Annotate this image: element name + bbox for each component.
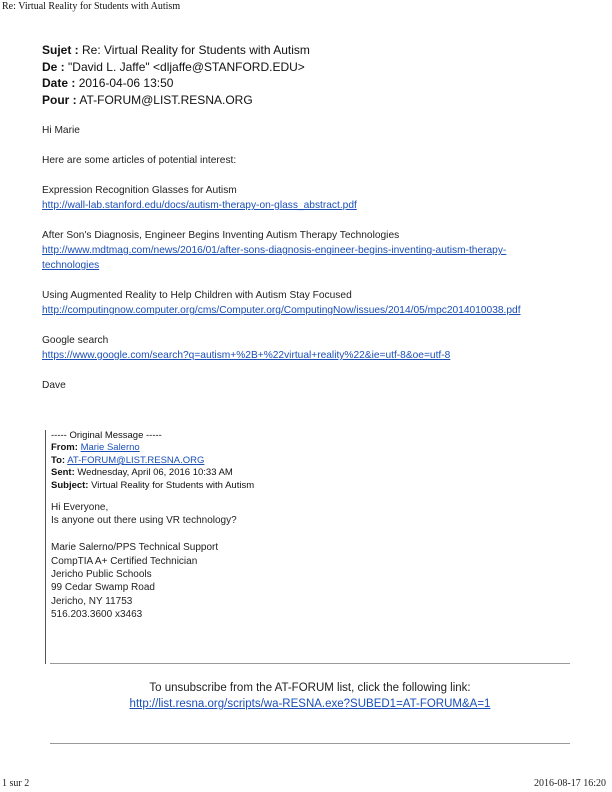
page-header: Re: Virtual Reality for Students with Autism [2,1,181,12]
subject-label: Sujet : [42,43,79,57]
print-timestamp: 2016-08-17 16:20 [534,778,606,789]
orig-sig-line: Marie Salerno/PPS Technical Support [51,542,219,554]
page-number: 1 sur 2 [2,778,30,789]
orig-sig-line: Jericho Public Schools [51,569,152,581]
article-link[interactable]: https://www.google.com/search?q=autism+%2B+%22virtual+reality%22&ie=utf-8&oe=utf-8 [42,350,451,361]
unsubscribe-block [50,680,570,712]
email-headers [42,42,310,108]
date-value: 2016-04-06 13:50 [78,76,174,90]
article-link[interactable]: http://wall-lab.stanford.edu/docs/autism-therapy-on-glass_abstract.pdf [42,200,357,211]
article-title: Using Augmented Reality to Help Children with Autism Stay Focused [42,290,352,301]
orig-sig-line: 99 Cedar Swamp Road [51,582,155,594]
to-label: Pour : [42,92,77,107]
article-link[interactable]: http://computingnow.computer.org/cms/Computer.org/ComputingNow/issues/2014/05/mpc2014010038.pdf [42,305,521,316]
article-link[interactable]: http://www.mdtmag.com/news/2016/01/after-sons-diagnosis-engineer-begins-inventing-autism-therapy- [42,245,507,256]
article-title: Expression Recognition Glasses for Autism [42,185,237,196]
original-banner: ----- Original Message ----- [51,430,162,441]
to-value: AT-FORUM@LIST.RESNA.ORG [79,92,253,107]
intro-text: Here are some articles of potential interest: [42,155,237,166]
from-label: De : [42,59,65,74]
orig-sig-line: 516.203.3600 x3463 [51,609,143,621]
article-link-continued[interactable]: technologies [42,260,100,271]
orig-sent-label: Sent: [51,467,75,479]
orig-sig-line: CompTIA A+ Certified Technician [51,555,198,567]
orig-line: Is anyone out there using VR technology? [51,515,237,527]
original-body [51,501,572,622]
subject-row [42,42,310,59]
orig-sent-value: Wednesday, April 06, 2016 10:33 AM [77,467,233,479]
article-title: After Son's Diagnosis, Engineer Begins Inventing Autism Therapy Technologies [42,230,400,241]
unsubscribe-text: To unsubscribe from the AT-FORUM list, click the following link: [149,682,471,694]
quoted-message [45,430,572,664]
orig-from-label: From: [51,442,78,454]
divider [50,663,570,664]
from-row [42,59,310,76]
from-value: "David L. Jaffe" <dljaffe@STANFORD.EDU> [68,59,305,74]
orig-sig-line: Jericho, NY 11753 [51,595,133,607]
subject-value: Re: Virtual Reality for Students with Autism [82,43,310,57]
unsubscribe-link[interactable]: http://list.resna.org/scripts/wa-RESNA.exe?SUBED1=AT-FORUM&A=1 [129,698,491,710]
orig-subject-label: Subject: [51,479,89,491]
date-row [42,75,310,92]
orig-to-label: To: [51,454,66,466]
orig-line: Hi Everyone, [51,502,109,514]
greeting: Hi Marie [42,125,80,136]
article-title: Google search [42,335,109,346]
orig-subject-value: Virtual Reality for Students with Autism [91,479,255,491]
date-label: Date : [42,76,76,90]
divider [50,743,570,744]
orig-to-link[interactable]: AT-FORUM@LIST.RESNA.ORG [67,454,205,466]
email-body [42,123,582,393]
to-row [42,92,310,109]
signature: Dave [42,380,66,391]
orig-from-link[interactable]: Marie Salerno [80,442,140,454]
